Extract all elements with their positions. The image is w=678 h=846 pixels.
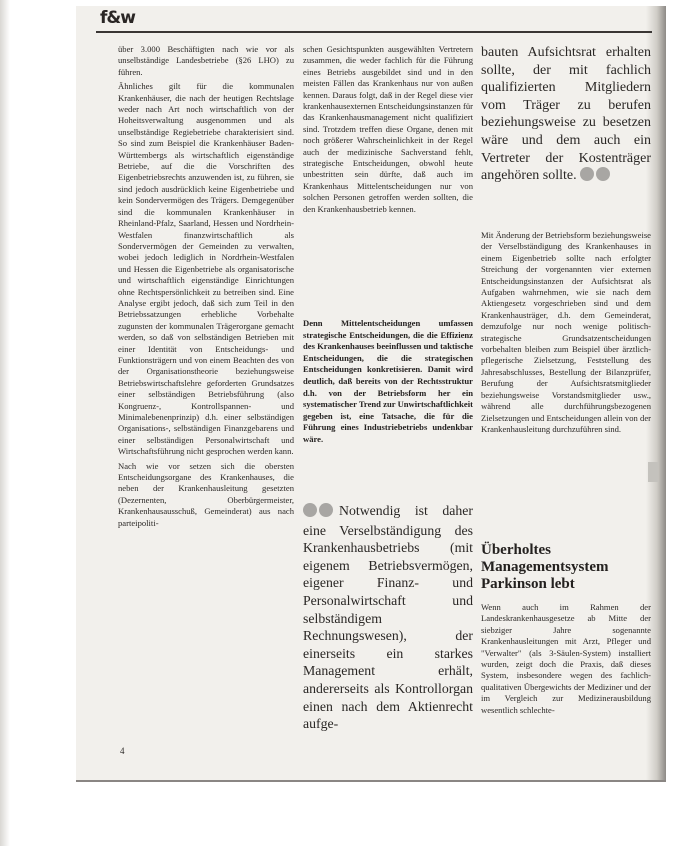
page-number: 4 — [120, 746, 125, 756]
header-rule — [96, 31, 652, 33]
heading-line: Managementsystem — [481, 559, 609, 575]
column-3-top — [481, 230, 651, 532]
scan-fold-shadow — [0, 0, 10, 846]
heading-line: Parkinson lebt — [481, 576, 575, 592]
page-bottom-edge — [76, 780, 666, 782]
bold-paragraph: Denn Mittelentscheidungen umfassen strategische Entscheidungen, die die Effizienz des Krankenhauses beeinflussen und taktische Entscheidungen, die die strategischen Entscheidungen konkretisieren. Damit wird deutlich, daß bereits von der Rechtsstruktur d.h. von der Betriebsform her ein systematischer Trend zur Unwirtschaftlichkeit gegeben ist, eine Tatsache, die für die Führung eines Industriebetriebs undenkbar wäre. — [303, 318, 473, 444]
paragraph: Nach wie vor setzen sich die obersten Entscheidungsorgane des Krankenhauses, die neben der Krankenhausleitung gesetzten (Dezernenten, Oberbürgermeister, Krankenhausausschuß, Gemeinderat) aus nach parteipoliti- — [118, 460, 294, 528]
pull-quote — [303, 502, 473, 752]
paragraph: Ähnliches gilt für die kommunalen Krankenhäuser, die nach der heutigen Rechtslage weder nach Art noch wirtschaftlich von der Hoheitsverwaltung ausgenommen und als unselbständige Regiebetriebe charakterisiert sind. So sind zum Beispiel die Krankenhäuser Baden-Württembergs als wirtschaftlich eigenständige Betriebe, auf die die Vorschriften des Eigenbetriebsrechts anzuwenden ist, zu führen, sie sind jedoch ausdrücklich keine Eigenbetriebe und kein Sondervermögen des Trägers. Demgegenüber sind die kommunalen Krankenhäuser in Rheinland-Pfalz, Saarland, Hessen und Nordrhein-Westfalen finanzwirtschaftlich als Sondervermögen der Gemeinden zu verwalten, wobei jedoch lediglich in Nordrhein-Westfalen und Hessen die Eigenbetriebe als organisatorische und wirtschaftlich eigenständige Einrichtungen ohne Rechtspersönlichkeit zu betreiben sind. Eine Analyse ergibt jedoch, daß sich zum Teil in den Betriebssatzungen erhebliche Vorbehalte zugunsten der kommunalen Trägerorgane gemacht werden, so daß von selbständigen Betrieben mit einer Identität von Entscheidungs- und Funktionsträgern und von einem Beachten des von der Organisationstheorie beziehungsweise Betriebswirtschaftslehre geforderten Grundsatzes einer selbständigen Betriebsführung (also Kongruenz-, Kontrollspannen- und Minimalebenenprinzip) d.h. einer selbständigen Organisations-, selbständigen Finanzgebarens und einer selbständigen Personalwirtschaft und Wirtschaftsführung nicht gesprochen werden kann. — [118, 81, 294, 457]
pull-quote-continued — [481, 44, 651, 224]
magazine-logo: f&w — [100, 8, 135, 28]
heading-line: Überholtes — [481, 542, 551, 558]
paragraph: Mit Änderung der Betriebsform beziehungsweise der Verselbständigung des Krankenhauses in einem Eigenbetrieb sollte nach erfolgter Streichung der vorgenannten vier externen Entscheidungsinstanzen der Aufsichtsrat als Aufgaben wahrnehmen, wie sie nach dem Aktiengesetz vorgeschrieben sind und dem Krankenhausträger, d.h. dem Gemeinderat, demzufolge nur noch wenige politisch-strategische Grundsatzentscheidungen vorbehalten bleiben zum Beispiel über ärztlich-pflegerische Zielsetzung, Feststellung des Jahresabschlusses, Bestellung der Bilanzprüfer, Berufung der Aufsichtsratsmitglieder beziehungsweise Vorstandsmitglieder usw., während alle durchführungsbezogenen Zielsetzungen und Entscheidungen allein von der Krankenhausleitung durchzuführen sind. — [481, 230, 651, 434]
section-heading — [481, 542, 651, 593]
pull-quote-text: Notwendig ist daher eine Verselbständigung des Krankenhausbetriebs (mit eigenem Betriebsvermögen, eigener Finanz- und Personalwirtschaft und selbständigem Rechnungswesen), der einerseits ein starkes Management erhält, andererseits als Kontrollorgan einen nach dem Aktienrecht aufge- — [303, 503, 473, 732]
paragraph: Wenn auch im Rahmen der Landeskrankenhausgesetze ab Mitte der siebziger Jahre sogenannte Krankenhausleitungen mit Arzt, Pfleger und "Verwalter" (als 3-Säulen-System) installiert wurden, zeigt doch die Praxis, daß dieses System, insbesondere wegen des fachlich-qualitativen Übergewichts der Mediziner und der im Vergleich zur Medizinerausbildung wesentlich schlechte- — [481, 602, 651, 715]
paragraph: über 3.000 Beschäftigten nach wie vor als unselbständige Landesbetriebe (§26 LHO) zu führen. — [118, 44, 294, 77]
column-3-bottom — [481, 602, 651, 744]
pull-quote-text: bauten Aufsichtsrat erhalten sollte, der mit fachlich qualifizierten Mitgliedern vom Träger zu berufen beziehungsweise zu besetzen wäre und dem auch ein Vertreter der Kostenträger angehören sollte. — [481, 45, 651, 184]
quote-dots-icon — [303, 503, 335, 522]
paragraph: schen Gesichtspunkten ausgewählten Vertretern zusammen, die weder fachlich für die Führung eines Betriebs ausgebildet sind und in den meisten Fällen das Krankenhaus nur von außen kennen. Daraus folgt, daß in der Regel diese vier krankenhausexternen Entscheidungsinstanzen für das Krankenhausmanagement nicht qualifiziert sind. Trotzdem treffen diese Organe, denen mit noch größerer Wahrscheinlichkeit in der Regel auch der medizinische Sachverstand fehlt, strategische Entscheidungen, obwohl heute unbestritten sein dürfte, daß auch im Krankenhaus Mittelentscheidungen nur von solchen Personen getroffen werden sollten, die den Krankenhausbetrieb kennen. — [303, 44, 473, 214]
column-1 — [118, 44, 294, 744]
scan-artifact — [648, 462, 658, 482]
quote-end-dots-icon — [580, 167, 612, 187]
